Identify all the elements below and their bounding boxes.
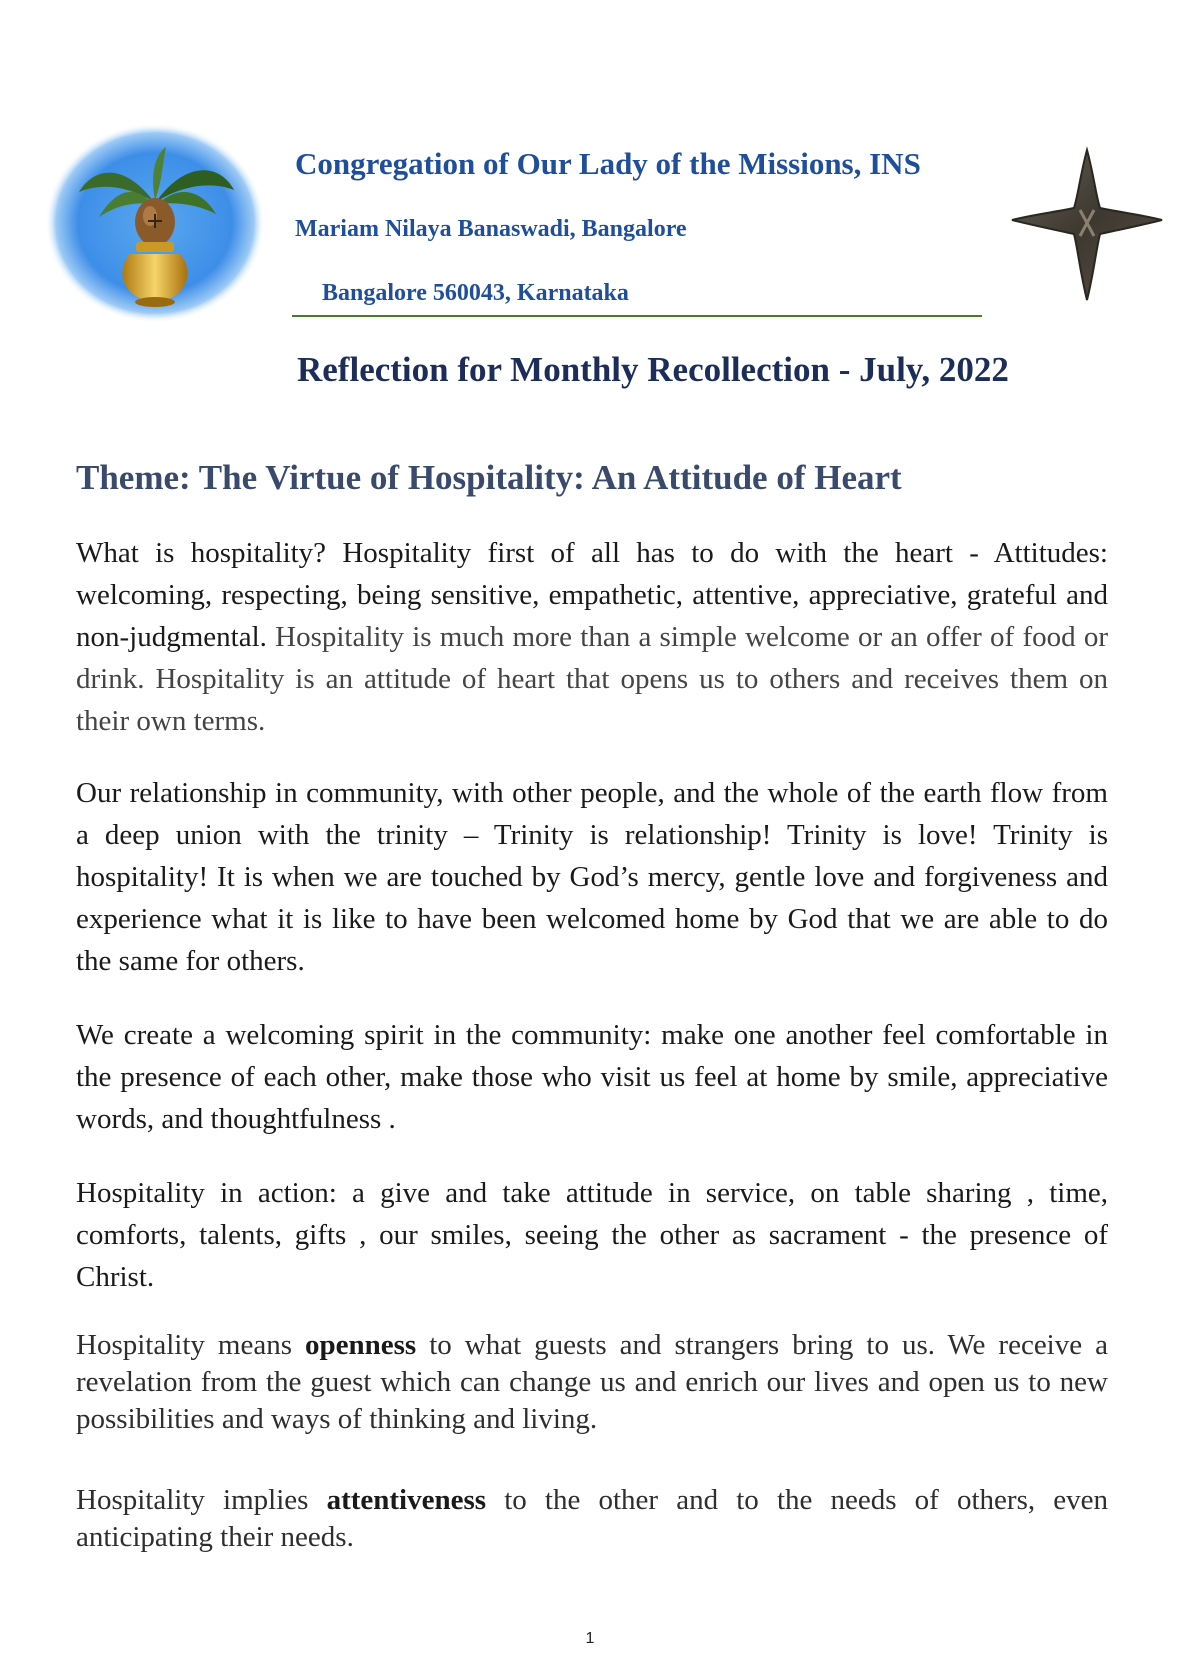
paragraph-1-part-b: Hospitality is much more than a simple welcome or an offer of food or drink. Hospitality is an attitude of heart that opens us to others and receives them on their own terms. <box>76 621 1108 737</box>
paragraph-1-part-a: What is hospitality? Hospitality first of all has to do with the heart - Attitudes: welcoming, respecting, being sensitive, empathetic, attentive, appreciative, grateful and non-judgmental. <box>76 537 1108 653</box>
page-number: 1 <box>585 1630 595 1647</box>
paragraph-6-emphasis: attentiveness <box>326 1484 487 1516</box>
address-line-1: Mariam Nilaya Banaswadi, Bangalore <box>295 216 687 242</box>
paragraph-4: Hospitality in action: a give and take attitude in service, on table sharing , time, comforts, talents, gifts , our smiles, seeing the other as sacrament - the presence of Christ. <box>76 1177 1108 1293</box>
paragraph-2: Our relationship in community, with other people, and the whole of the earth flow from a deep union with the trinity – Trinity is relationship! Trinity is love! Trinity is hospitality! It is when we are touched by God’s mercy, gentle love and forgiveness and experience what it is like to have been welcomed home by God that we are able to do the same for others. <box>76 777 1108 977</box>
paragraph-5-part-b: to what guests and strangers bring to us. We receive a revelation from the guest which can change us and enrich our lives and open us to new possibilities and ways of thinking and living. <box>76 1329 1108 1435</box>
paragraph-3: We create a welcoming spirit in the community: make one another feel comfortable in the presence of each other, make those who visit us feel at home by smile, appreciative words, and thoughtfulness . <box>76 1019 1108 1135</box>
header-divider <box>292 315 982 317</box>
address-line-2: Bangalore 560043, Karnataka <box>322 280 629 306</box>
theme-heading: Theme: The Virtue of Hospitality: An Attitude of Heart <box>76 458 902 497</box>
coconut-pot-logo-icon <box>44 122 266 324</box>
paragraph-5 <box>76 1327 1108 1438</box>
paragraph-6-part-b: to the other and to the needs of others, even anticipating their needs. <box>76 1484 1109 1553</box>
paragraph-5-emphasis: openness <box>304 1329 417 1361</box>
paragraph-5-part-a: Hospitality means <box>76 1329 305 1361</box>
bronze-cross-icon <box>1008 146 1166 304</box>
paragraph-6-part-a: Hospitality implies <box>76 1484 327 1516</box>
document-title: Reflection for Monthly Recollection - July, 2022 <box>297 350 1009 389</box>
paragraph-1 <box>76 532 1108 742</box>
paragraph-6 <box>76 1482 1108 1556</box>
organization-name: Congregation of Our Lady of the Missions, INS <box>295 146 921 181</box>
